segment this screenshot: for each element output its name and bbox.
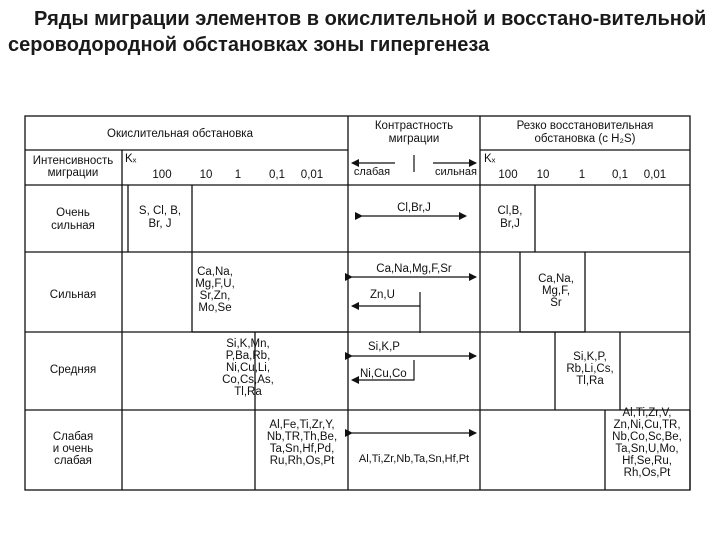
reducing-medium-line: Rb,Li,Cs, bbox=[566, 363, 614, 375]
row-label-very-strong-2: сильная bbox=[51, 220, 95, 232]
center-very-strong: Cl,Br,J bbox=[397, 202, 431, 214]
oxidizing-very-strong-line: Br, J bbox=[148, 218, 172, 230]
contrast-weak-label: слабая bbox=[353, 166, 391, 178]
oxidizing-weak-line: Nb,TR,Th,Be, bbox=[266, 431, 338, 443]
center-medium-bottom: Ni,Cu,Co bbox=[360, 368, 407, 380]
reducing-strong-line: Sr bbox=[550, 297, 562, 309]
kx-label-left: Kₓ bbox=[125, 153, 137, 165]
scale-tick-label: 10 bbox=[536, 169, 550, 181]
reducing-header-line-1: Резко восстановительная bbox=[516, 120, 654, 132]
scale-tick-label: 0,01 bbox=[643, 169, 667, 181]
oxidizing-weak-line: Ta,Sn,Hf,Pd, bbox=[269, 443, 335, 455]
oxidizing-medium-line: Ni,Cu,Li, bbox=[225, 362, 271, 374]
reducing-weak-line: Hf,Se,Ru, bbox=[622, 455, 672, 467]
reducing-weak-line: Zn,Ni,Cu,TR, bbox=[613, 419, 681, 431]
scale-tick-label: 0,1 bbox=[612, 169, 628, 181]
row-label-medium: Средняя bbox=[49, 364, 97, 376]
row-label-very-strong-1: Очень bbox=[56, 207, 90, 219]
page-title: Ряды миграции элементов в окислительной и восстано-вительной сероводородной обстановках зоны гипергенеза bbox=[8, 8, 707, 56]
series-connectors bbox=[352, 292, 420, 380]
intensity-header-line-1: Интенсивность bbox=[32, 155, 114, 167]
scale-tick-label: 0,1 bbox=[269, 169, 285, 181]
row-label-weak-2: и очень bbox=[52, 443, 94, 455]
scale-tick-label: 0,01 bbox=[300, 169, 324, 181]
row-label-weak-3: слабая bbox=[54, 455, 92, 467]
reducing-very-strong-line: Cl,B, bbox=[497, 205, 523, 217]
scale-tick-label: 100 bbox=[498, 169, 518, 181]
oxidizing-very-strong-line: S, Cl, B, bbox=[138, 205, 182, 217]
oxidizing-strong-line: Mo,Se bbox=[198, 302, 232, 314]
reducing-weak-line: Al,Ti,Zr,V, bbox=[622, 407, 672, 419]
oxidizing-medium-line: Si,K,Mn, bbox=[226, 338, 270, 350]
center-strong-top: Ca,Na,Mg,F,Sr bbox=[376, 263, 452, 275]
oxidizing-weak-line: Ru,Rh,Os,Pt bbox=[269, 455, 335, 467]
intensity-header-line-2: миграции bbox=[47, 167, 99, 179]
reducing-weak-line: Ta,Sn,U,Mo, bbox=[615, 443, 679, 455]
oxidizing-medium-line: Tl,Ra bbox=[234, 386, 262, 398]
scale-tick-label: 100 bbox=[152, 169, 172, 181]
contrast-header-line-1: Контрастность bbox=[374, 120, 454, 132]
reducing-strong-line: Mg,F, bbox=[541, 285, 571, 297]
center-weak: Al,Ti,Zr,Nb,Ta,Sn,Hf,Pt bbox=[358, 453, 470, 465]
reducing-strong-line: Ca,Na, bbox=[538, 273, 574, 285]
reducing-very-strong-line: Br,J bbox=[500, 218, 520, 230]
row-label-weak-1: Слабая bbox=[52, 431, 94, 443]
contrast-strong-label: сильная bbox=[435, 166, 477, 178]
center-strong-bottom: Zn,U bbox=[370, 289, 395, 301]
row-label-strong: Сильная bbox=[49, 289, 97, 301]
oxidizing-strong-line: Ca,Na, bbox=[197, 266, 233, 278]
scale-tick-label: 1 bbox=[578, 169, 586, 181]
scale-left bbox=[152, 169, 323, 181]
oxidizing-strong-line: Mg,F,U, bbox=[195, 278, 235, 290]
oxidizing-medium-line: P,Ba,Rb, bbox=[225, 350, 271, 362]
contrast-header-line-2: миграции bbox=[388, 133, 440, 145]
reducing-header-line-2: обстановка (с H₂S) bbox=[534, 133, 636, 145]
scale-tick-label: 10 bbox=[199, 169, 213, 181]
reducing-medium-line: Si,K,P, bbox=[573, 351, 607, 363]
scale-tick-label: 1 bbox=[234, 169, 242, 181]
scale-right bbox=[498, 169, 666, 181]
reducing-medium-line: Tl,Ra bbox=[576, 375, 604, 387]
oxidizing-strong-line: Sr,Zn, bbox=[199, 290, 231, 302]
oxidizing-medium-line: Co,Cs,As, bbox=[222, 374, 274, 386]
center-medium-top: Si,K,P bbox=[368, 341, 400, 353]
kx-label-right: Kₓ bbox=[484, 153, 496, 165]
reducing-weak-line: Rh,Os,Pt bbox=[623, 467, 671, 479]
oxidizing-weak-line: Al,Fe,Ti,Zr,Y, bbox=[269, 419, 335, 431]
reducing-weak-line: Nb,Co,Sc,Be, bbox=[612, 431, 682, 443]
oxidizing-header: Окислительная обстановка bbox=[107, 128, 253, 140]
